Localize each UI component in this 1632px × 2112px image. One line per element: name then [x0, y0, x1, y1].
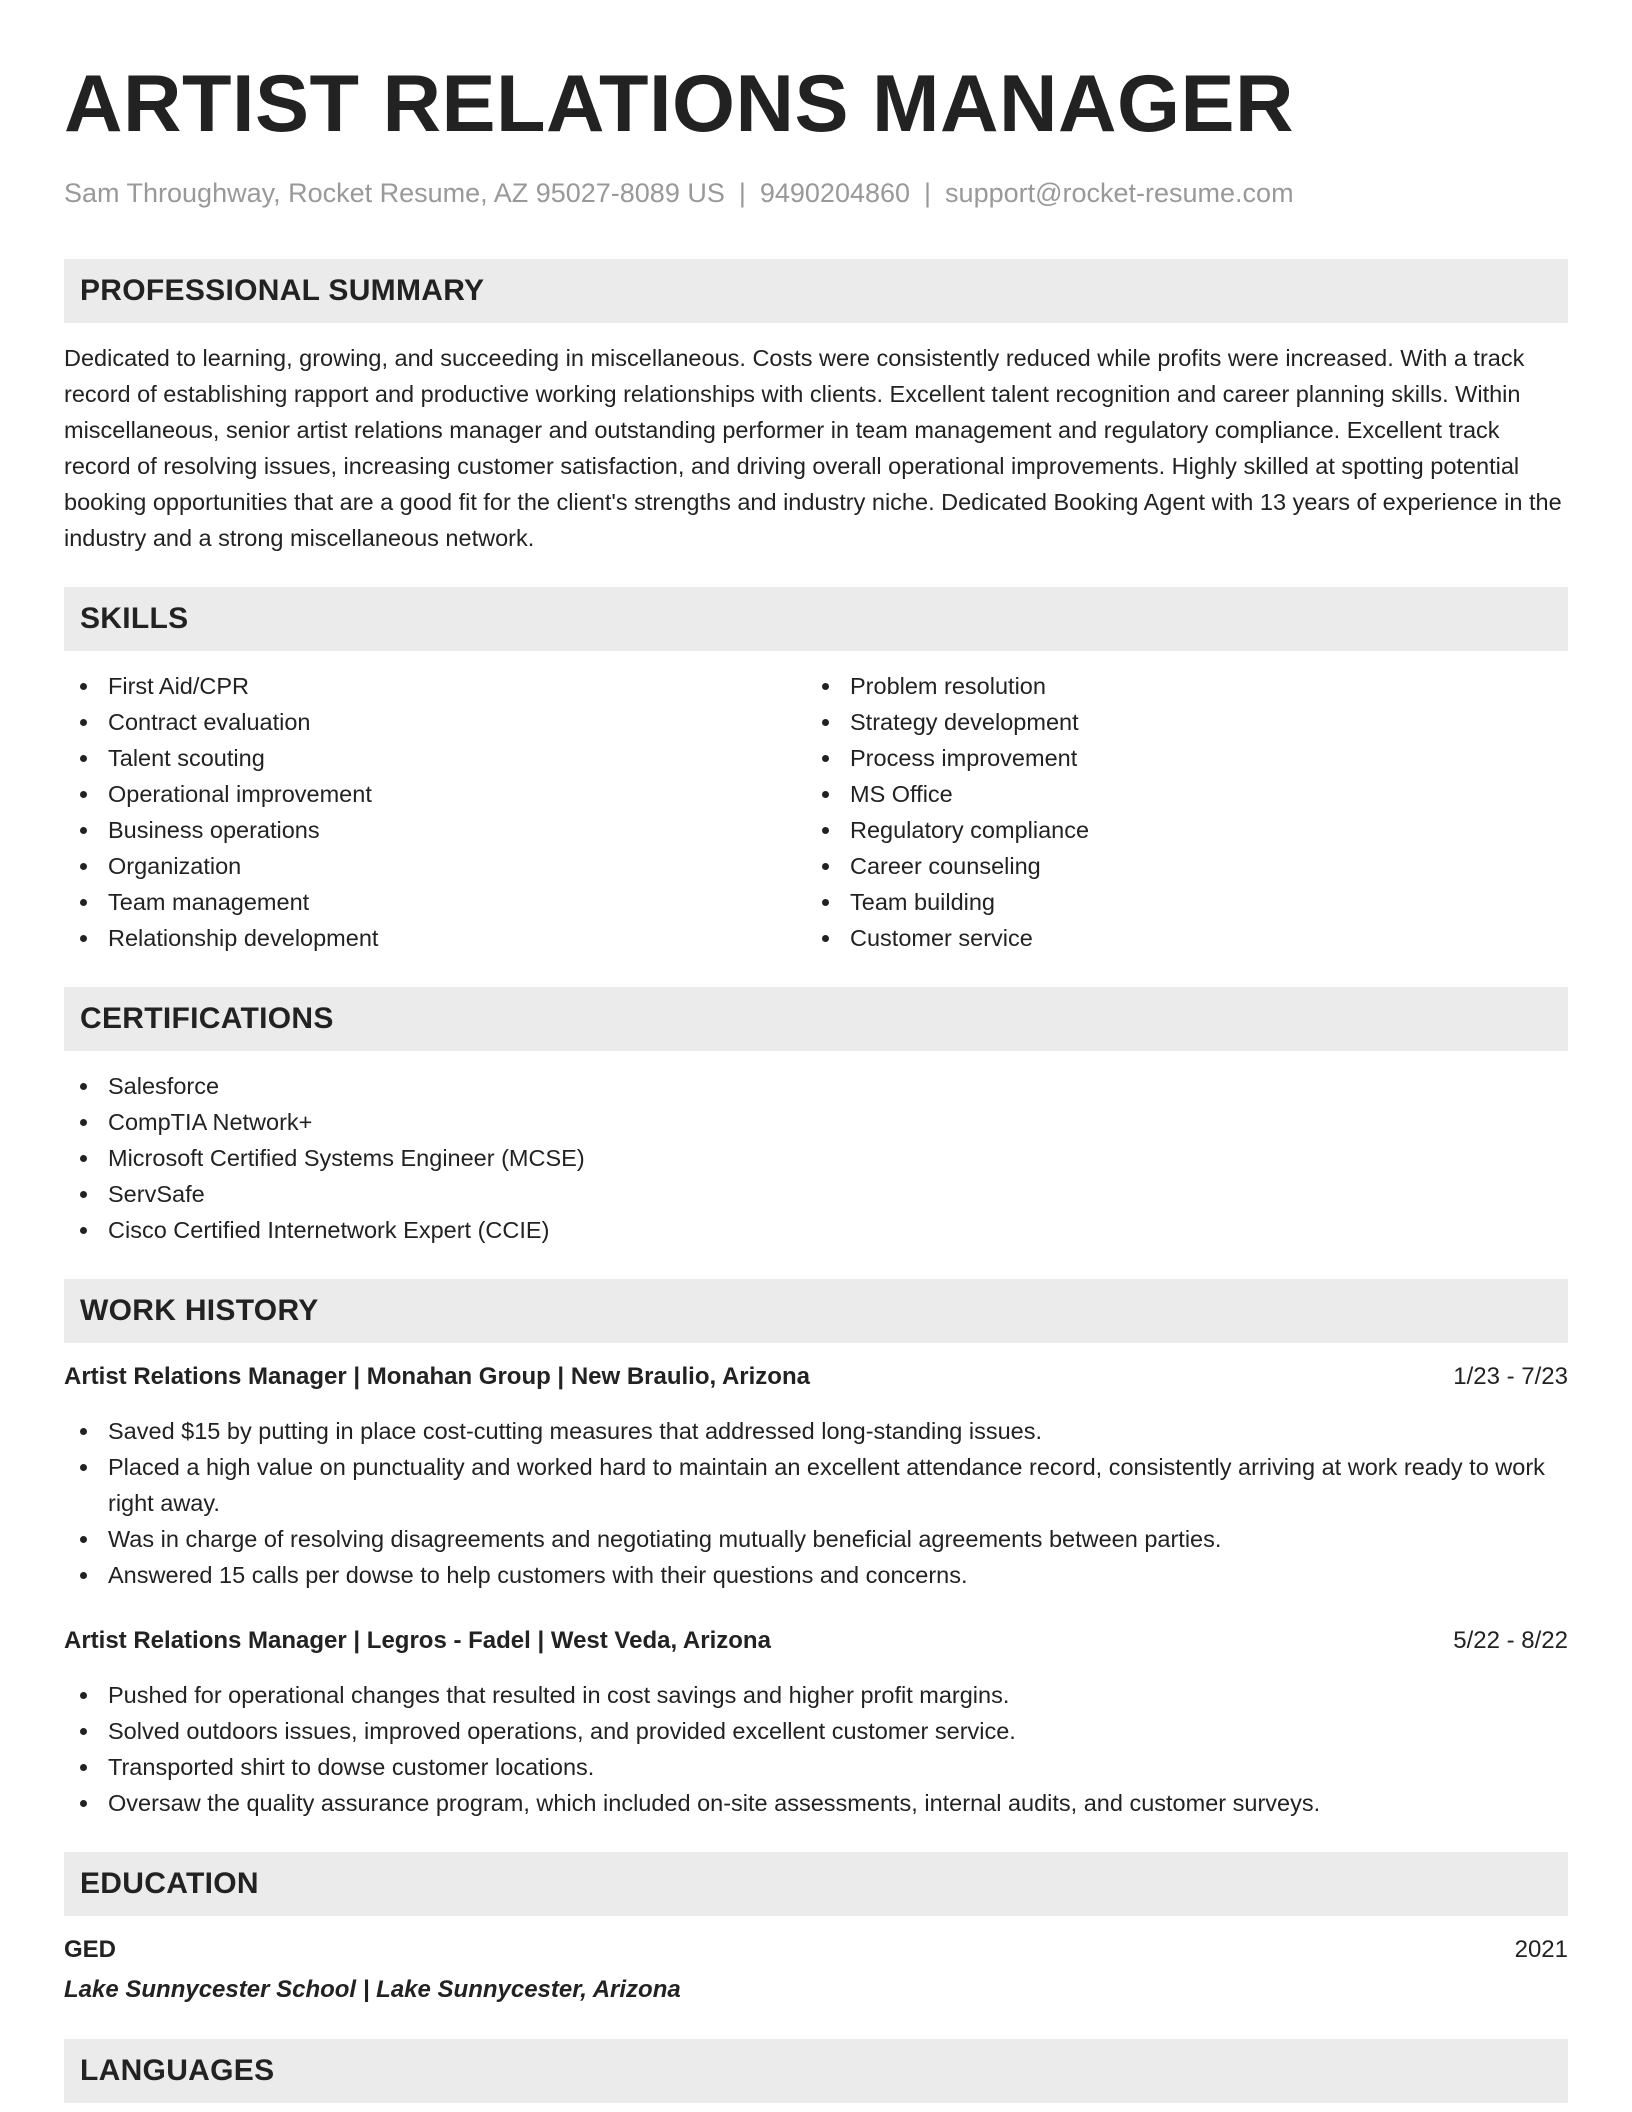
- list-item: Business operations: [64, 812, 806, 848]
- resume-title: ARTIST RELATIONS MANAGER: [64, 59, 1294, 149]
- list-item: Solved outdoors issues, improved operations, and provided excellent customer service.: [64, 1713, 1568, 1749]
- list-item: Regulatory compliance: [806, 812, 1548, 848]
- contact-line: [64, 177, 1568, 209]
- list-item: Customer service: [806, 920, 1548, 956]
- list-item: Strategy development: [806, 704, 1548, 740]
- list-item: Team management: [64, 884, 806, 920]
- job-bullets: [64, 1413, 1568, 1593]
- list-item: Microsoft Certified Systems Engineer (MCSE): [64, 1140, 1568, 1176]
- skills-right-list: [806, 668, 1548, 956]
- list-item: Contract evaluation: [64, 704, 806, 740]
- contact-separator: |: [738, 178, 746, 208]
- list-item: Answered 15 calls per dowse to help customers with their questions and concerns.: [64, 1557, 1568, 1593]
- contact-phone: 9490204860: [759, 178, 911, 208]
- job-title: Artist Relations Manager | Legros - Fadel | West Veda, Arizona: [64, 1627, 771, 1654]
- education-year: 2021: [1514, 1936, 1568, 1963]
- list-item: Transported shirt to dowse customer locations.: [64, 1749, 1568, 1785]
- job-header: [64, 1359, 1568, 1395]
- education-school: Lake Sunnycester School | Lake Sunnycester, Arizona: [64, 1976, 681, 2003]
- contact-address: Sam Throughway, Rocket Resume, AZ 95027-8089 US: [64, 178, 725, 208]
- list-item: Operational improvement: [64, 776, 806, 812]
- list-item: CompTIA Network+: [64, 1104, 1568, 1140]
- list-item: ServSafe: [64, 1176, 1568, 1212]
- education-header: [64, 1932, 1568, 1968]
- education-heading: EDUCATION: [64, 1852, 1568, 1916]
- list-item: First Aid/CPR: [64, 668, 806, 704]
- list-item: Was in charge of resolving disagreements and negotiating mutually beneficial agreements between parties.: [64, 1521, 1568, 1557]
- job-dates: 5/22 - 8/22: [1453, 1627, 1568, 1654]
- list-item: Oversaw the quality assurance program, which included on-site assessments, internal audits, and customer surveys.: [64, 1785, 1568, 1821]
- contact-separator: |: [924, 178, 932, 208]
- education-degree: GED: [64, 1936, 117, 1963]
- skills-left-list: [64, 668, 806, 956]
- skills-heading: SKILLS: [64, 587, 1568, 651]
- list-item: Organization: [64, 848, 806, 884]
- list-item: Pushed for operational changes that resulted in cost savings and higher profit margins.: [64, 1677, 1568, 1713]
- list-item: Problem resolution: [806, 668, 1548, 704]
- summary-heading: PROFESSIONAL SUMMARY: [64, 259, 1568, 323]
- skills-columns: [64, 668, 1568, 956]
- list-item: Relationship development: [64, 920, 806, 956]
- job-title: Artist Relations Manager | Monahan Group | New Braulio, Arizona: [64, 1363, 810, 1390]
- list-item: Placed a high value on punctuality and worked hard to maintain an excellent attendance record, consistently arriving at work ready to work right away.: [64, 1449, 1568, 1521]
- list-item: Talent scouting: [64, 740, 806, 776]
- list-item: MS Office: [806, 776, 1548, 812]
- languages-heading: LANGUAGES: [64, 2039, 1568, 2103]
- summary-text: Dedicated to learning, growing, and succeeding in miscellaneous. Costs were consistently reduced while profits were increased. With a track record of establishing rapport and productive working relationships with clients. Excellent talent recognition and career planning skills. Within miscellaneous, senior artist relations manager and outstanding performer in team management and regulatory compliance. Excellent track record of resolving issues, increasing customer satisfaction, and driving overall operational improvements. Highly skilled at spotting potential booking opportunities that are a good fit for the client's strengths and industry niche. Dedicated Booking Agent with 13 years of experience in the industry and a strong miscellaneous network.: [64, 345, 1562, 551]
- contact-email: support@rocket-resume.com: [945, 178, 1294, 208]
- list-item: Career counseling: [806, 848, 1548, 884]
- job-bullets: [64, 1677, 1568, 1821]
- list-item: Cisco Certified Internetwork Expert (CCIE): [64, 1212, 1568, 1248]
- certifications-list: [64, 1068, 1568, 1248]
- certifications-heading: CERTIFICATIONS: [64, 987, 1568, 1051]
- job-header: [64, 1623, 1568, 1659]
- work-history-heading: WORK HISTORY: [64, 1279, 1568, 1343]
- list-item: Salesforce: [64, 1068, 1568, 1104]
- list-item: Saved $15 by putting in place cost-cutting measures that addressed long-standing issues.: [64, 1413, 1568, 1449]
- list-item: Team building: [806, 884, 1548, 920]
- list-item: Process improvement: [806, 740, 1548, 776]
- job-dates: 1/23 - 7/23: [1453, 1363, 1568, 1390]
